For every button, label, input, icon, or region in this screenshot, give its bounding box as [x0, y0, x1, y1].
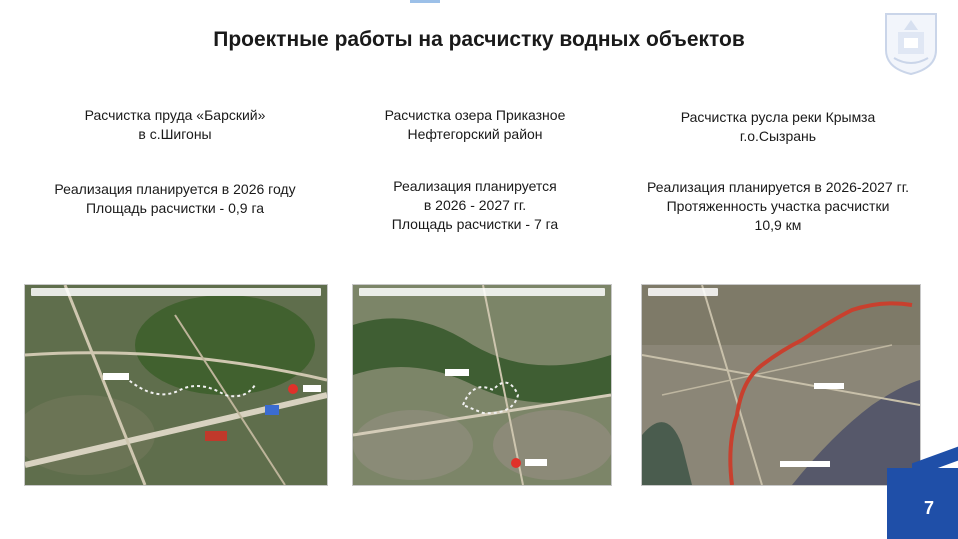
project-2-area: Площадь расчистки - 7 га	[391, 216, 559, 232]
project-2-details	[330, 177, 620, 234]
slide-title: Проектные работы на расчистку водных объектов	[213, 28, 745, 51]
project-2-map-image	[352, 284, 612, 486]
project-1-details	[30, 180, 320, 218]
project-1-area: Площадь расчистки - 0,9 га	[85, 200, 265, 216]
page-number-box	[887, 468, 958, 539]
project-3-location: г.о.Сызрань	[739, 128, 817, 144]
page-number: 7	[923, 498, 934, 518]
project-3-length: 10,9 км	[754, 217, 802, 233]
project-1-heading	[30, 106, 320, 144]
project-3-timeline: Реализация планируется в 2026-2027 гг.	[647, 179, 909, 195]
project-2-timeline: Реализация планируется	[393, 178, 557, 194]
region-emblem-icon	[880, 10, 942, 76]
map-caption-strip	[31, 288, 321, 296]
project-2-years: в 2026 - 2027 гг.	[423, 197, 527, 213]
project-3-map-image	[641, 284, 921, 486]
project-3-heading	[628, 108, 928, 146]
project-1-map-image	[24, 284, 328, 486]
project-2-heading	[330, 106, 620, 144]
map-caption-strip	[648, 288, 718, 296]
project-1-timeline: Реализация планируется в 2026 году	[54, 181, 296, 197]
map-caption-strip	[359, 288, 605, 296]
project-1-name: Расчистка пруда «Барский»	[84, 107, 266, 123]
project-2-location: Нефтегорский район	[407, 126, 543, 142]
project-3-name: Расчистка русла реки Крымза	[680, 109, 876, 125]
project-1-location: в с.Шигоны	[138, 126, 212, 142]
project-3-length-label: Протяженность участка расчистки	[666, 198, 890, 214]
project-2-name: Расчистка озера Приказное	[384, 107, 566, 123]
project-3-details	[628, 178, 928, 235]
top-accent-bar	[410, 0, 440, 3]
